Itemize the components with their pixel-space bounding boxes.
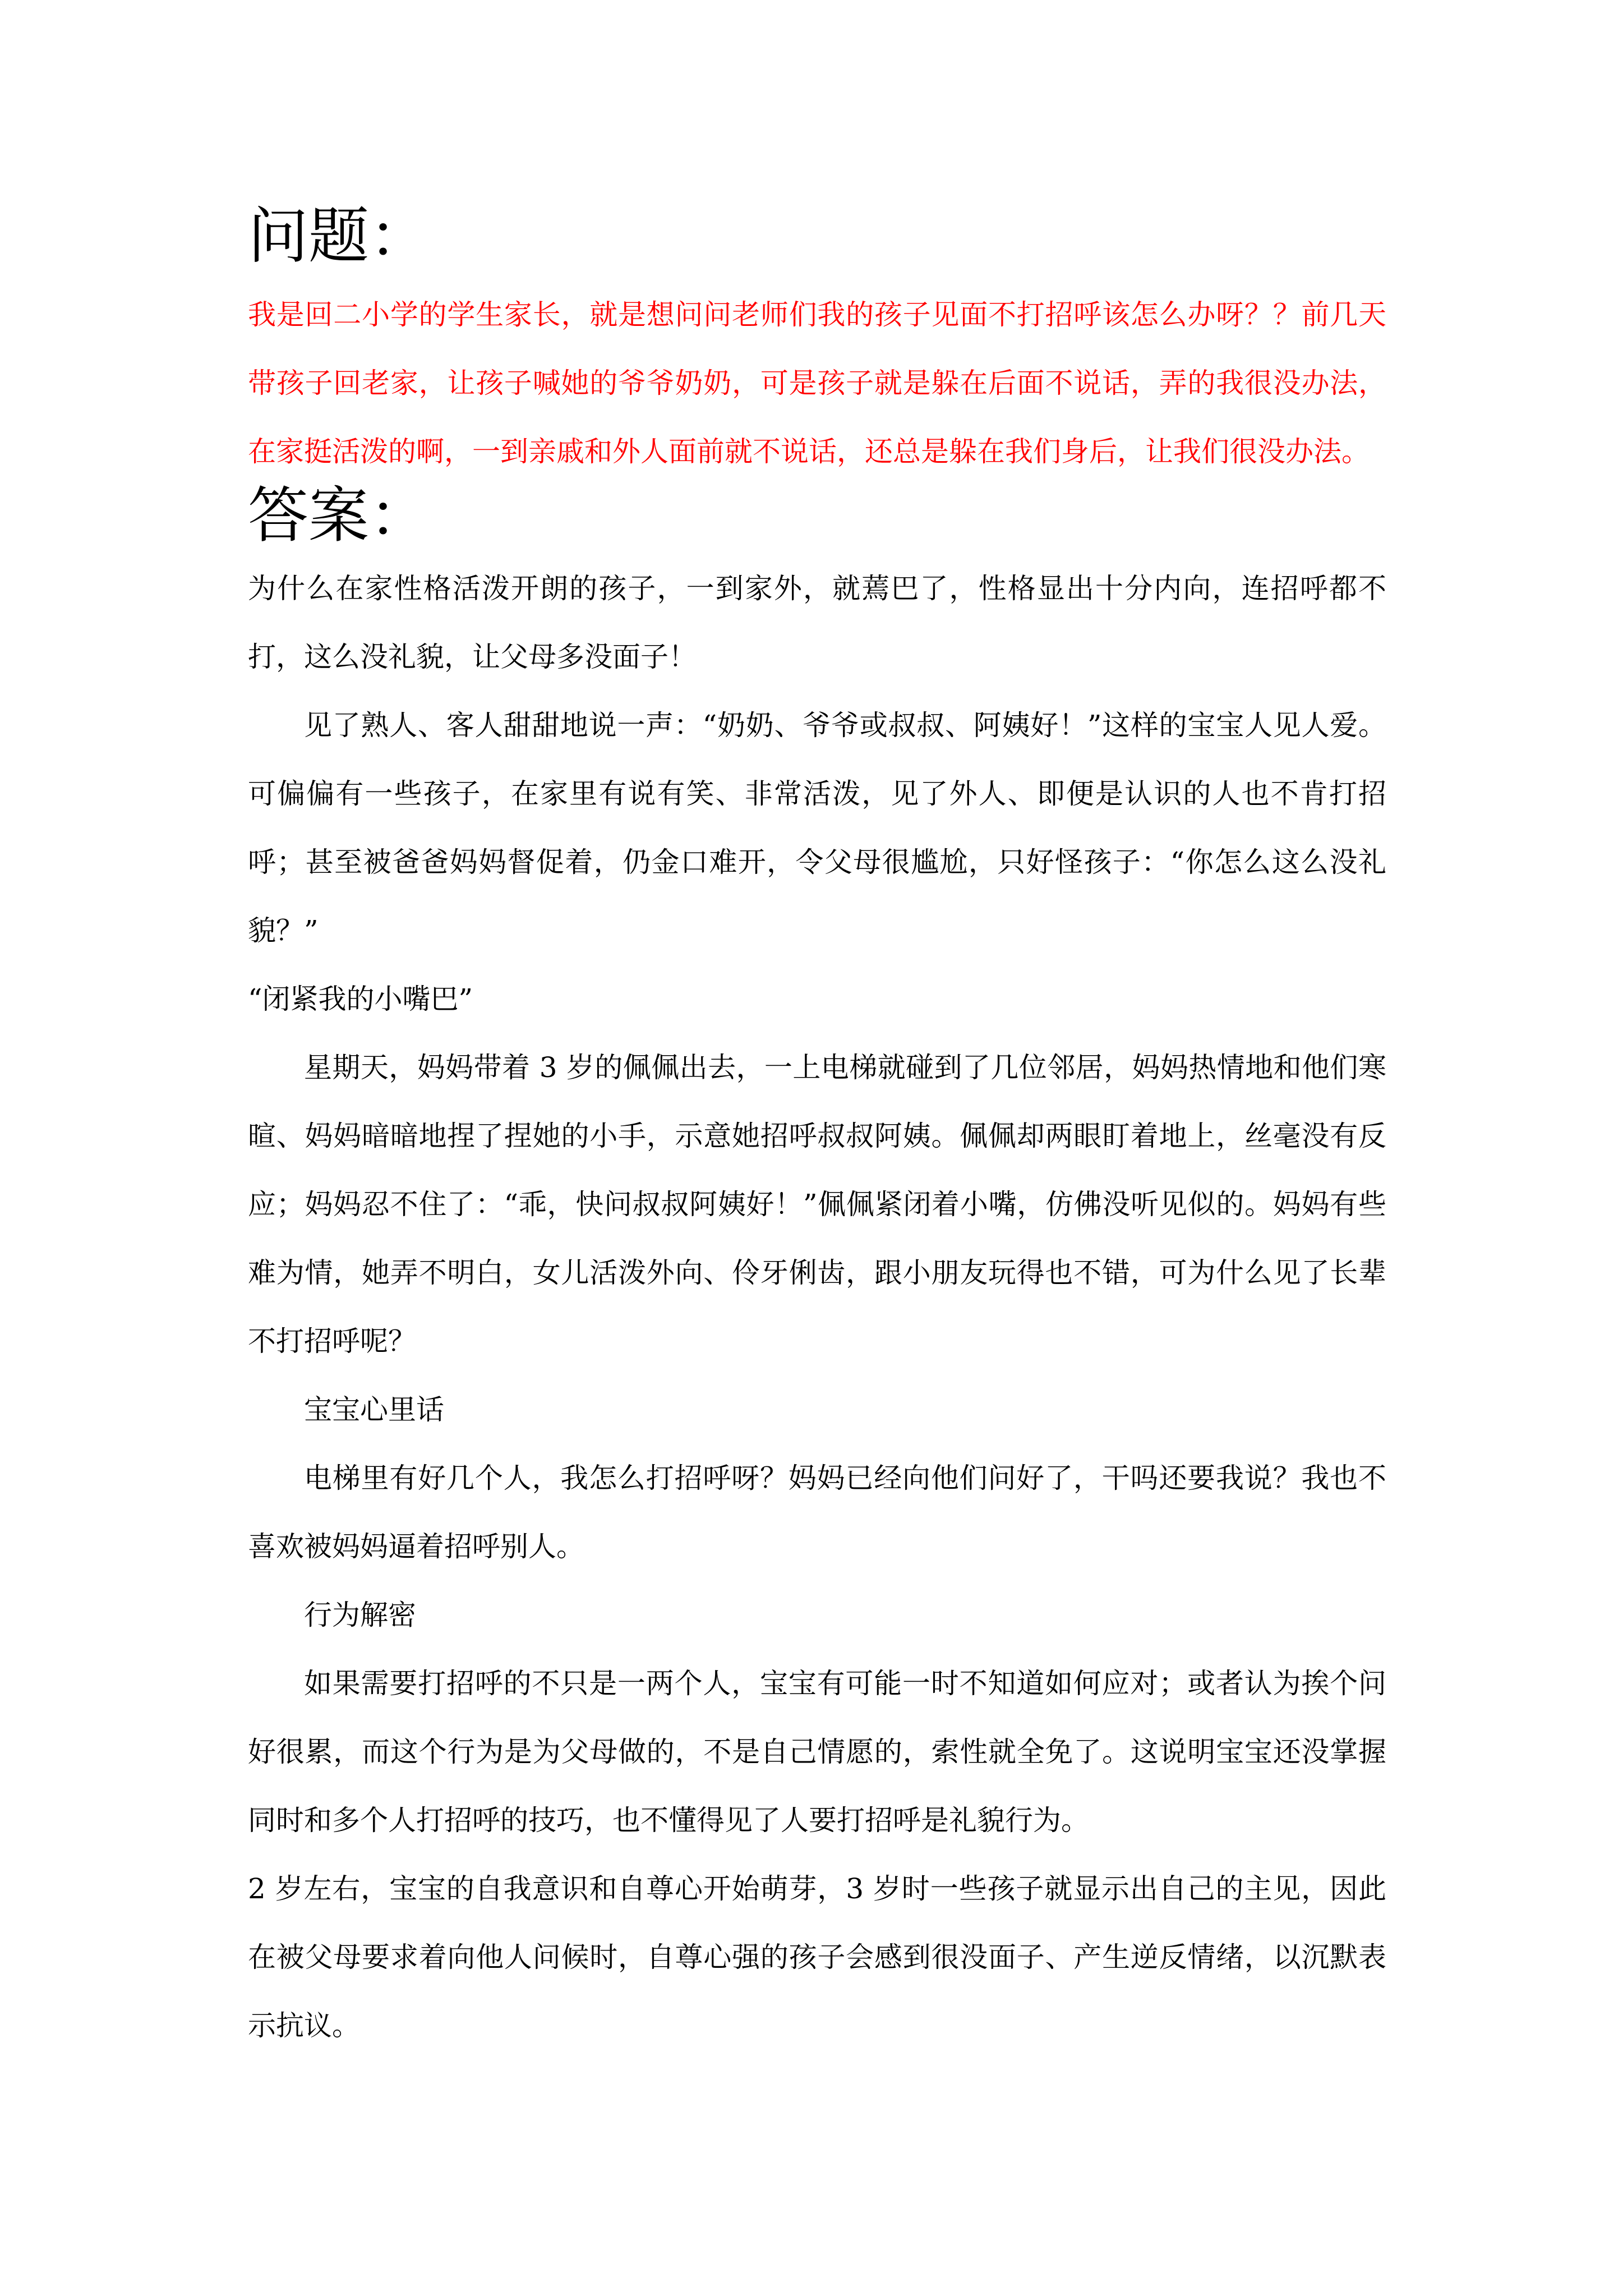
answer-paragraph-behavior: 如果需要打招呼的不只是一两个人，宝宝有可能一时不知道如何应对；或者认为挨个问好很累，而这个行为是为父母做的，不是自己情愿的，索性就全免了。这说明宝宝还没掌握同时和多个人打招呼的技巧，也不懂得见了人要打招呼是礼貌行为。 — [248, 1667, 1386, 1837]
document-content — [248, 202, 1386, 2060]
question-heading: 问题： — [248, 201, 430, 272]
question-text: 我是回二小学的学生家长，就是想问问老师们我的孩子见面不打招呼该怎么办呀？？前几天带孩子回老家，让孩子喊她的爷爷奶奶，可是孩子就是躲在后面不说话，弄的我很没办法，在家挺活泼的啊，一到亲戚和外人面前就不说话，还总是躲在我们身后，让我们很没办法。 — [248, 298, 1386, 468]
answer-subheading-heart: 宝宝心里话 — [304, 1393, 444, 1426]
answer-paragraph-heart: 电梯里有好几个人，我怎么打招呼呀？妈妈已经向他们问好了，干吗还要我说？我也不喜欢被妈妈逼着招呼别人。 — [248, 1462, 1386, 1563]
answer-subheading-behavior: 行为解密 — [304, 1599, 416, 1631]
answer-paragraph-age: 2 岁左右，宝宝的自我意识和自尊心开始萌芽，3 岁时一些孩子就显示出自己的主见，因此在被父母要求着向他人问候时，自尊心强的孩子会感到很没面子、产生逆反情绪，以沉默表示抗议。 — [248, 1872, 1386, 2042]
answer-paragraph-story: 星期天，妈妈带着 3 岁的佩佩出去，一上电梯就碰到了几位邻居，妈妈热情地和他们寒暄、妈妈暗暗地捏了捏她的小手，示意她招呼叔叔阿姨。佩佩却两眼盯着地上，丝毫没有反应；妈妈忍不住了：“乖，快问叔叔阿姨好！”佩佩紧闭着小嘴，仿佛没听见似的。妈妈有些难为情，她弄不明白，女儿活泼外向、伶牙俐齿，跟小朋友玩得也不错，可为什么见了长辈不打招呼呢？ — [248, 1051, 1386, 1358]
answer-heading: 答案： — [248, 481, 430, 551]
answer-subheading-quote: “闭紧我的小嘴巴” — [248, 983, 473, 1015]
answer-paragraph-greeting: 见了熟人、客人甜甜地说一声：“奶奶、爷爷或叔叔、阿姨好！”这样的宝宝人见人爱。可偏偏有一些孩子，在家里有说有笑、非常活泼，见了外人、即便是认识的人也不肯打招呼；甚至被爸爸妈妈督促着，仍金口难开，令父母很尴尬，只好怪孩子：“你怎么这么没礼貌？” — [248, 709, 1386, 947]
answer-paragraph-intro: 为什么在家性格活泼开朗的孩子，一到家外，就蔫巴了，性格显出十分内向，连招呼都不打，这么没礼貌，让父母多没面子！ — [248, 572, 1386, 673]
